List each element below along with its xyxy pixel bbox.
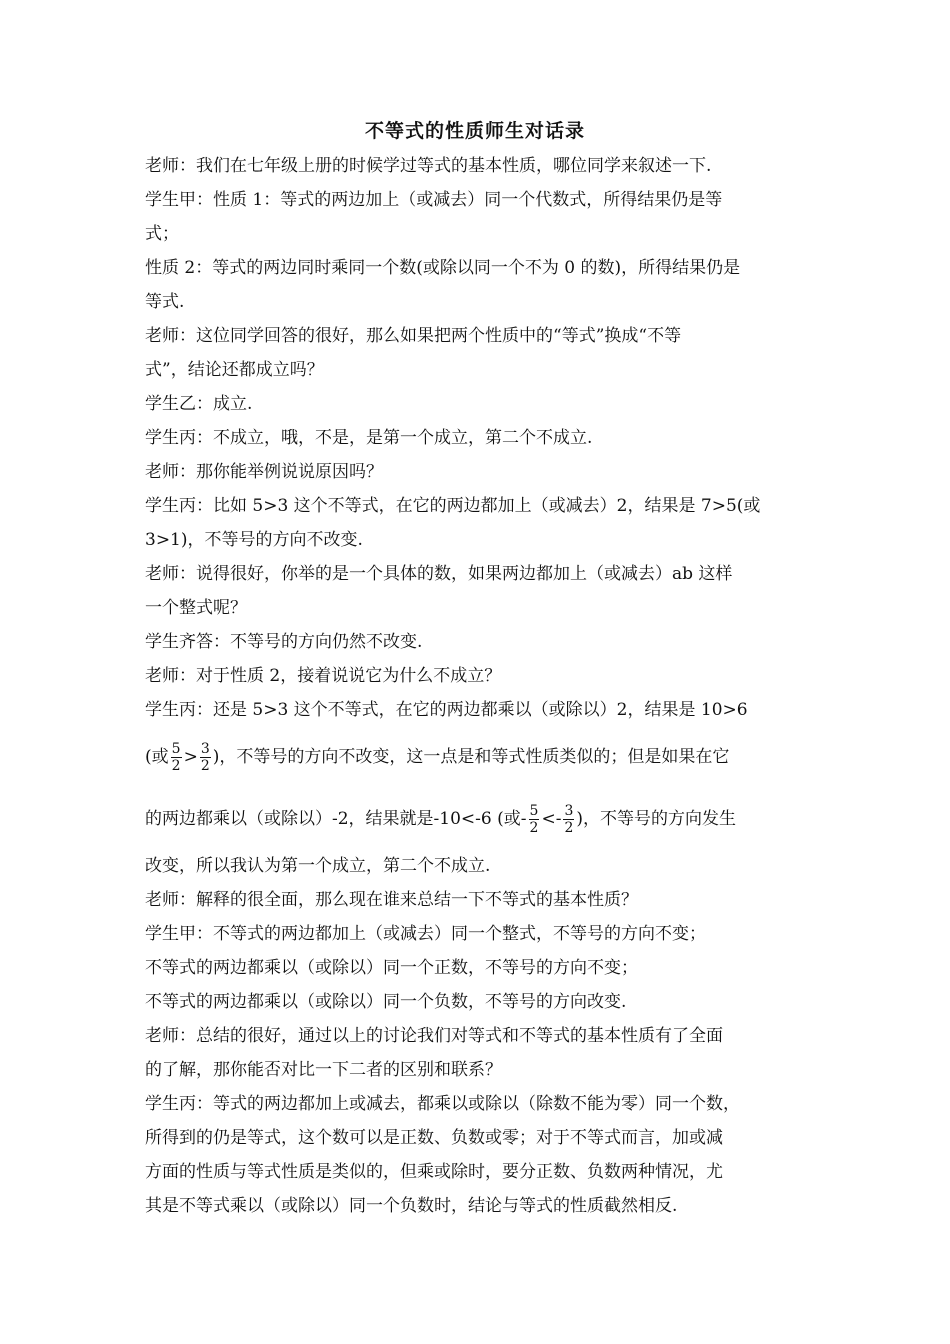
text-line-with-fractions xyxy=(145,739,729,775)
fraction-numerator: 5 xyxy=(529,803,539,819)
fraction-numerator: 5 xyxy=(171,741,181,757)
text-line: 不等式的两边都乘以（或除以）同一个负数，不等号的方向改变. xyxy=(145,992,627,1012)
text-line-with-fractions xyxy=(145,801,736,837)
fraction xyxy=(563,803,574,836)
text-line: 老师：那你能举例说说原因吗？ xyxy=(145,462,383,482)
text-segment: (或 xyxy=(145,747,169,767)
fraction-denominator: 2 xyxy=(564,820,574,836)
text-line: 老师：这位同学回答的很好，那么如果把两个性质中的“等式”换成“不等 xyxy=(145,326,682,346)
page-title: 不等式的性质师生对话录 xyxy=(364,120,585,142)
text-line: 3>1)，不等号的方向不改变. xyxy=(145,530,363,550)
text-line: 老师：说得很好，你举的是一个具体的数，如果两边都加上（或减去）ab 这样 xyxy=(145,564,733,584)
text-line: 所得到的仍是等式，这个数可以是正数、负数或零；对于不等式而言，加或减 xyxy=(145,1128,723,1148)
fraction xyxy=(171,741,182,774)
fraction-denominator: 2 xyxy=(529,820,539,836)
fraction-denominator: 2 xyxy=(171,758,181,774)
text-line: 方面的性质与等式性质是类似的，但乘或除时，要分正数、负数两种情况，尤 xyxy=(145,1162,723,1182)
text-line: 其是不等式乘以（或除以）同一个负数时，结论与等式的性质截然相反. xyxy=(145,1196,678,1216)
text-line: 不等式的两边都乘以（或除以）同一个正数，不等号的方向不变； xyxy=(145,958,638,978)
text-line: 老师：解释的很全面，那么现在谁来总结一下不等式的基本性质？ xyxy=(145,890,638,910)
fraction xyxy=(529,803,540,836)
fraction xyxy=(200,741,211,774)
text-line: 的了解，那你能否对比一下二者的区别和联系？ xyxy=(145,1060,502,1080)
text-line: 学生甲：不等式的两边都加上（或减去）同一个整式，不等号的方向不变； xyxy=(145,924,706,944)
text-segment: )，不等号的方向发生 xyxy=(576,809,737,829)
text-line: 学生甲：性质 1：等式的两边加上（或减去）同一个代数式，所得结果仍是等 xyxy=(145,190,723,210)
text-segment: > xyxy=(183,747,198,767)
fraction-denominator: 2 xyxy=(200,758,210,774)
text-line: 学生丙：等式的两边都加上或减去，都乘以或除以（除数不能为零）同一个数， xyxy=(145,1094,740,1114)
text-line: 改变，所以我认为第一个成立，第二个不成立. xyxy=(145,856,491,876)
text-segment: <- xyxy=(541,809,562,829)
text-line: 学生乙：成立. xyxy=(145,394,253,414)
text-line: 老师：对于性质 2，接着说说它为什么不成立？ xyxy=(145,666,502,686)
text-line: 学生齐答：不等号的方向仍然不改变. xyxy=(145,632,423,652)
text-line: 老师：我们在七年级上册的时候学过等式的基本性质，哪位同学来叙述一下. xyxy=(145,156,712,176)
text-line: 学生丙：还是 5>3 这个不等式，在它的两边都乘以（或除以）2，结果是 10>6 xyxy=(145,700,748,720)
text-line: 性质 2：等式的两边同时乘同一个数(或除以同一个不为 0 的数)，所得结果仍是 xyxy=(145,258,741,278)
text-line: 式”，结论还都成立吗？ xyxy=(145,360,324,380)
text-line: 学生丙：不成立，哦，不是，是第一个成立，第二个不成立. xyxy=(145,428,593,448)
text-segment: )，不等号的方向不改变，这一点是和等式性质类似的；但是如果在它 xyxy=(212,747,730,767)
text-line: 学生丙：比如 5>3 这个不等式，在它的两边都加上（或减去）2，结果是 7>5(或 xyxy=(145,496,761,516)
text-line: 等式. xyxy=(145,292,185,312)
text-segment: 的两边都乘以（或除以）-2，结果就是-10<-6 (或- xyxy=(145,809,527,829)
text-line: 老师：总结的很好，通过以上的讨论我们对等式和不等式的基本性质有了全面 xyxy=(145,1026,723,1046)
fraction-numerator: 3 xyxy=(564,803,574,819)
text-line: 一个整式呢？ xyxy=(145,598,247,618)
text-line: 式； xyxy=(145,224,179,244)
fraction-numerator: 3 xyxy=(200,741,210,757)
